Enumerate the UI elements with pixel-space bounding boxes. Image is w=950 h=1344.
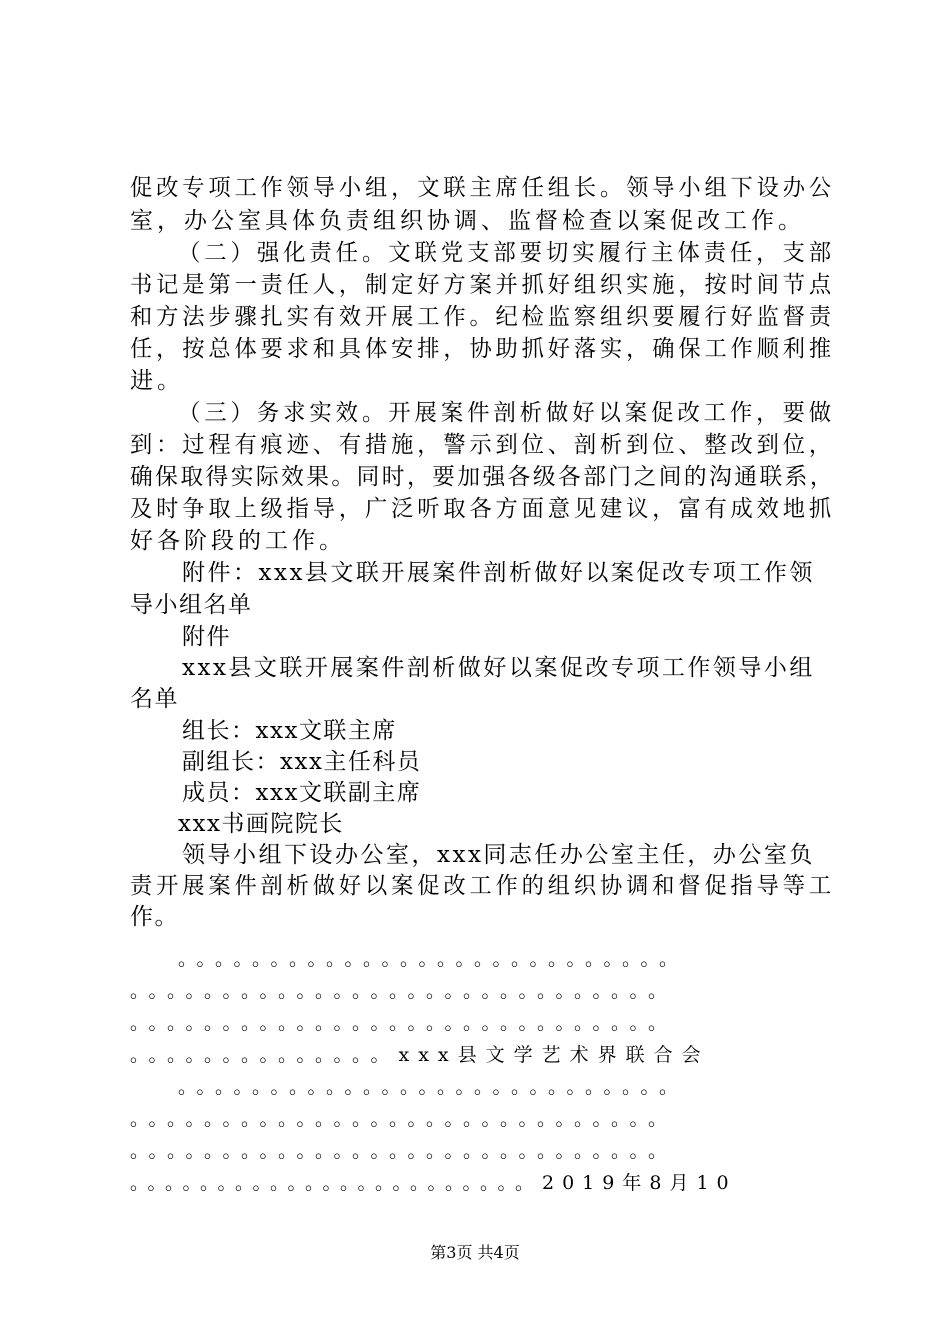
attachment-title: 名单 (130, 686, 179, 712)
dot-leader: 。。。。。。。。。。。。。。。。。。。。。。。。。。。。。 (130, 980, 677, 1002)
body-line: 作。 (130, 904, 179, 930)
body-line: 进。 (130, 368, 184, 394)
body-line: 确保取得实际效果。同时，要加强各级各部门之间的沟通联系， (130, 464, 835, 490)
dot-leader: 。。。。。。。。。。。。。。。。。。。。。。。。。。。 (178, 948, 688, 970)
dot-leader: 。。。。。。。。。。。。。。。。。。。。。。。。。。。 (178, 1076, 688, 1098)
body-line: 任，按总体要求和具体安排，协助抓好落实，确保工作顺利推 (130, 336, 835, 362)
page-number-footer: 第3页 共4页 (430, 1243, 520, 1262)
attachment-heading: 附件 (182, 624, 231, 650)
member-line: 成员：xxx文联副主席 (182, 780, 422, 806)
body-line: （三）务求实效。开展案件剖析做好以案促改工作，要做 (178, 400, 835, 426)
member-line: xxx书画院院长 (178, 811, 344, 837)
body-line: （二）强化责任。文联党支部要切实履行主体责任，支部 (178, 240, 835, 266)
body-line: 到：过程有痕迹、有措施，警示到位、剖析到位、整改到位， (130, 432, 835, 458)
body-line: 书记是第一责任人，制定好方案并抓好组织实施，按时间节点 (130, 272, 835, 298)
body-line: 室，办公室具体负责组织协调、监督检查以案促改工作。 (130, 208, 805, 234)
body-line: 及时争取上级指导，广泛听取各方面意见建议，富有成效地抓 (130, 496, 835, 522)
signature-organization: 。。。。。。。。。。。。。。xxx县文学艺术界联合会 (130, 1044, 710, 1066)
body-line: 好各阶段的工作。 (130, 528, 346, 554)
body-line: 和方法步骤扎实有效开展工作。纪检监察组织要履行好监督责 (130, 304, 835, 330)
attachment-line: 导小组名单 (130, 592, 253, 618)
body-line: 领导小组下设办公室，xxx同志任办公室主任，办公室负 (182, 842, 815, 868)
signature-date: 。。。。。。。。。。。。。。。。。。。。。。。2019年8月10 (130, 1172, 737, 1194)
dot-leader: 。。。。。。。。。。。。。。。。。。。。。。。。。。。。。 (130, 1012, 677, 1034)
body-line: 责开展案件剖析做好以案促改工作的组织协调和督促指导等工 (130, 873, 835, 899)
member-line: 副组长：xxx主任科员 (182, 749, 422, 775)
body-line: 促改专项工作领导小组，文联主席任组长。领导小组下设办公 (130, 175, 835, 201)
attachment-line: 附件：xxx县文联开展案件剖析做好以案促改专项工作领 (182, 560, 815, 586)
member-line: 组长：xxx文联主席 (182, 718, 397, 744)
dot-leader: 。。。。。。。。。。。。。。。。。。。。。。。。。。。。。 (130, 1140, 677, 1162)
attachment-title: xxx县文联开展案件剖析做好以案促改专项工作领导小组 (182, 655, 815, 681)
dot-leader: 。。。。。。。。。。。。。。。。。。。。。。。。。。。。。 (130, 1108, 677, 1130)
